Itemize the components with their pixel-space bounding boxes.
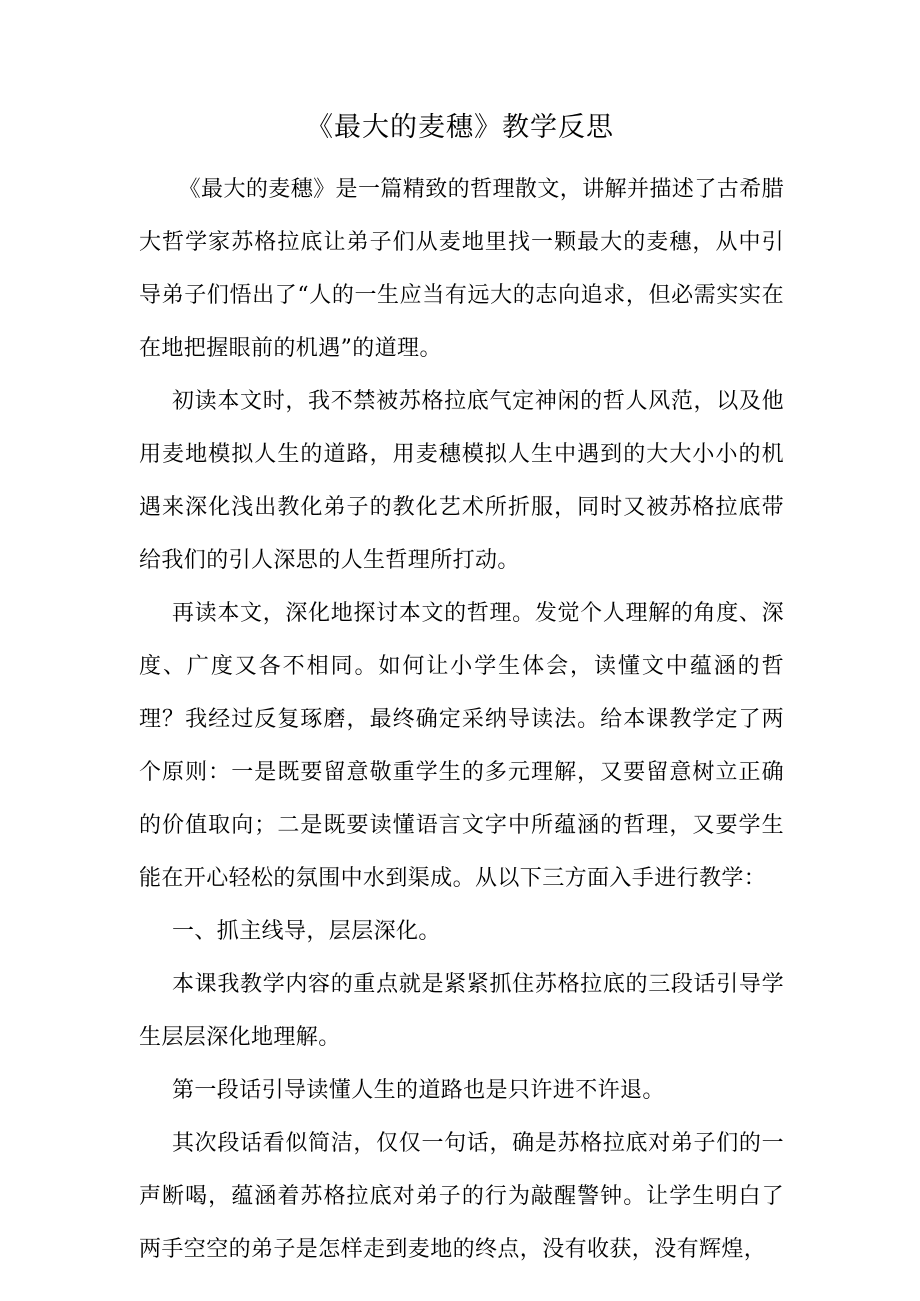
paragraph-teaching-focus: 本课我教学内容的重点就是紧紧抓住苏格拉底的三段话引导学生层层深化地理解。 [139,972,784,1050]
paragraph-first-reading: 初读本文时，我不禁被苏格拉底气定神闲的哲人风范，以及他用麦地模拟人生的道路，用麦穗模拟人生中遇到的大大小小的机遇来深化浅出教化弟子的教化艺术所折服，同时又被苏格拉底带给我们的引人深思的人生哲理所打动。 [139,389,784,573]
section-heading-1: 一、抓主线导，层层深化。 [172,919,441,944]
paragraph-second-passage: 其次段话看似简洁，仅仅一句话，确是苏格拉底对弟子们的一声断喝，蕴涵着苏格拉底对弟子的行为敲醒警钟。让学生明白了两手空空的弟子是怎样走到麦地的终点，没有收获，没有辉煌， [139,1131,784,1262]
document-title: 《最大的麦穗》教学反思 [306,112,614,143]
paragraph-second-reading: 再读本文，深化地探讨本文的哲理。发觉个人理解的角度、深度、广度又各不相同。如何让小学生体会，读懂文中蕴涵的哲理？我经过反复琢磨，最终确定采纳导读法。给本课教学定了两个原则：一是既要留意敬重学生的多元理解，又要留意树立正确的价值取向；二是既要读懂语言文字中所蕴涵的哲理，又要学生能在开心轻松的氛围中水到渠成。从以下三方面入手进行教学： [139,601,784,891]
paragraph-intro: 《最大的麦穗》是一篇精致的哲理散文，讲解并描述了古希腊大哲学家苏格拉底让弟子们从麦地里找一颗最大的麦穗，从中引导弟子们悟出了“人的一生应当有远大的志向追求，但必需实实在在地把握眼前的机遇”的道理。 [139,177,784,361]
document-body [139,163,784,1276]
paragraph-first-passage: 第一段话引导读懂人生的道路也是只许进不许退。 [172,1078,665,1103]
